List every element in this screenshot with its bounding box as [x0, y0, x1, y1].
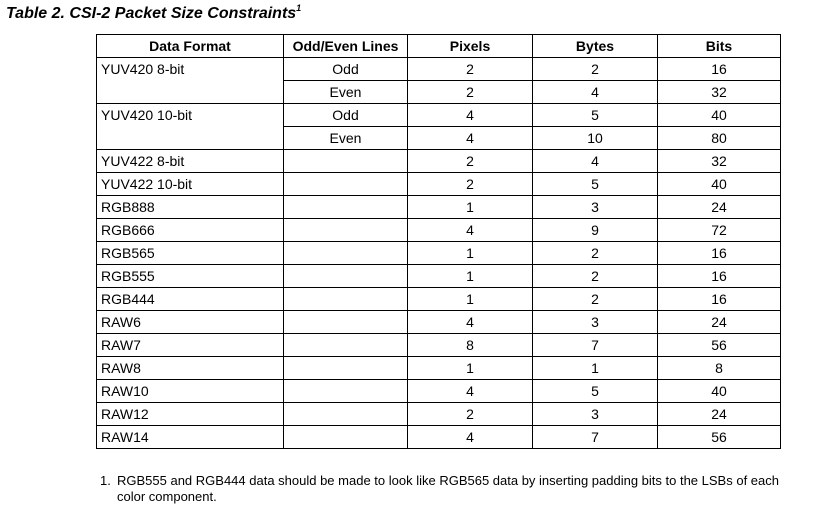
- table-row: [97, 104, 781, 127]
- cell-odd-even-lines: [284, 334, 408, 357]
- table-title: [6, 3, 301, 23]
- table-row: [97, 288, 781, 311]
- cell-bits: 16: [658, 242, 781, 265]
- cell-odd-even-lines: [284, 173, 408, 196]
- cell-odd-even-lines: [284, 242, 408, 265]
- table-row: [97, 173, 781, 196]
- cell-odd-even-lines: Odd: [284, 58, 408, 81]
- footnote-marker: 1: [296, 3, 302, 13]
- cell-data-format: RAW12: [97, 403, 284, 426]
- cell-pixels: 1: [408, 288, 533, 311]
- cell-data-format: RAW10: [97, 380, 284, 403]
- cell-bits: 32: [658, 150, 781, 173]
- table-row: [97, 58, 781, 81]
- cell-bytes: 2: [533, 58, 658, 81]
- cell-odd-even-lines: [284, 150, 408, 173]
- cell-bits: 8: [658, 357, 781, 380]
- header-bits: Bits: [658, 35, 781, 58]
- cell-data-format: [97, 81, 284, 104]
- cell-odd-even-lines: [284, 311, 408, 334]
- cell-data-format: RAW7: [97, 334, 284, 357]
- table-row: [97, 127, 781, 150]
- cell-data-format: YUV422 8-bit: [97, 150, 284, 173]
- cell-pixels: 1: [408, 242, 533, 265]
- cell-bits: 80: [658, 127, 781, 150]
- cell-pixels: 2: [408, 58, 533, 81]
- cell-bits: 40: [658, 380, 781, 403]
- cell-pixels: 4: [408, 311, 533, 334]
- cell-odd-even-lines: Even: [284, 127, 408, 150]
- cell-bytes: 2: [533, 265, 658, 288]
- table-row: [97, 242, 781, 265]
- table-row: [97, 196, 781, 219]
- cell-bits: 16: [658, 265, 781, 288]
- cell-bits: 24: [658, 311, 781, 334]
- cell-bits: 24: [658, 403, 781, 426]
- table-row: [97, 334, 781, 357]
- cell-bits: 72: [658, 219, 781, 242]
- table-row: [97, 265, 781, 288]
- cell-odd-even-lines: [284, 288, 408, 311]
- table-row: [97, 403, 781, 426]
- cell-odd-even-lines: Odd: [284, 104, 408, 127]
- cell-odd-even-lines: [284, 196, 408, 219]
- cell-pixels: 2: [408, 403, 533, 426]
- footnote-number: 1.: [100, 473, 111, 488]
- cell-bits: 32: [658, 81, 781, 104]
- cell-data-format: RAW8: [97, 357, 284, 380]
- cell-data-format: YUV422 10-bit: [97, 173, 284, 196]
- cell-data-format: YUV420 10-bit: [97, 104, 284, 127]
- cell-bytes: 5: [533, 380, 658, 403]
- cell-data-format: RGB555: [97, 265, 284, 288]
- cell-pixels: 1: [408, 357, 533, 380]
- packet-size-table: [96, 34, 781, 449]
- table-row: [97, 426, 781, 449]
- cell-pixels: 2: [408, 81, 533, 104]
- cell-bytes: 3: [533, 403, 658, 426]
- table-title-text: Table 2. CSI-2 Packet Size Constraints: [6, 5, 297, 22]
- cell-bytes: 1: [533, 357, 658, 380]
- cell-odd-even-lines: Even: [284, 81, 408, 104]
- cell-bits: 56: [658, 334, 781, 357]
- table-row: [97, 219, 781, 242]
- cell-pixels: 4: [408, 426, 533, 449]
- table-body: [97, 58, 781, 449]
- cell-bits: 40: [658, 104, 781, 127]
- footnote-text: RGB555 and RGB444 data should be made to look like RGB565 data by inserting padding bits to the LSBs of each color component.: [117, 473, 779, 504]
- cell-bytes: 7: [533, 426, 658, 449]
- cell-bits: 16: [658, 288, 781, 311]
- cell-pixels: 4: [408, 127, 533, 150]
- footnote: [100, 473, 790, 505]
- cell-data-format: RGB666: [97, 219, 284, 242]
- cell-odd-even-lines: [284, 426, 408, 449]
- cell-data-format: RGB888: [97, 196, 284, 219]
- cell-data-format: [97, 127, 284, 150]
- cell-data-format: RGB444: [97, 288, 284, 311]
- cell-pixels: 8: [408, 334, 533, 357]
- cell-bytes: 9: [533, 219, 658, 242]
- cell-data-format: YUV420 8-bit: [97, 58, 284, 81]
- table-row: [97, 380, 781, 403]
- table-row: [97, 150, 781, 173]
- cell-bytes: 3: [533, 196, 658, 219]
- cell-data-format: RAW6: [97, 311, 284, 334]
- header-odd-even-lines: Odd/Even Lines: [284, 35, 408, 58]
- cell-bytes: 2: [533, 288, 658, 311]
- header-pixels: Pixels: [408, 35, 533, 58]
- cell-data-format: RAW14: [97, 426, 284, 449]
- cell-odd-even-lines: [284, 265, 408, 288]
- cell-odd-even-lines: [284, 403, 408, 426]
- cell-pixels: 4: [408, 380, 533, 403]
- cell-pixels: 1: [408, 265, 533, 288]
- cell-bytes: 7: [533, 334, 658, 357]
- cell-pixels: 2: [408, 150, 533, 173]
- header-data-format: Data Format: [97, 35, 284, 58]
- cell-pixels: 2: [408, 173, 533, 196]
- header-row: [97, 35, 781, 58]
- table-row: [97, 81, 781, 104]
- cell-bits: 56: [658, 426, 781, 449]
- cell-data-format: RGB565: [97, 242, 284, 265]
- cell-bytes: 10: [533, 127, 658, 150]
- cell-pixels: 4: [408, 104, 533, 127]
- cell-bytes: 4: [533, 150, 658, 173]
- cell-odd-even-lines: [284, 219, 408, 242]
- cell-pixels: 1: [408, 196, 533, 219]
- cell-bytes: 5: [533, 173, 658, 196]
- cell-pixels: 4: [408, 219, 533, 242]
- cell-odd-even-lines: [284, 357, 408, 380]
- table-row: [97, 311, 781, 334]
- cell-odd-even-lines: [284, 380, 408, 403]
- cell-bytes: 5: [533, 104, 658, 127]
- table-row: [97, 357, 781, 380]
- cell-bytes: 4: [533, 81, 658, 104]
- cell-bits: 16: [658, 58, 781, 81]
- header-bytes: Bytes: [533, 35, 658, 58]
- cell-bits: 24: [658, 196, 781, 219]
- cell-bits: 40: [658, 173, 781, 196]
- cell-bytes: 2: [533, 242, 658, 265]
- cell-bytes: 3: [533, 311, 658, 334]
